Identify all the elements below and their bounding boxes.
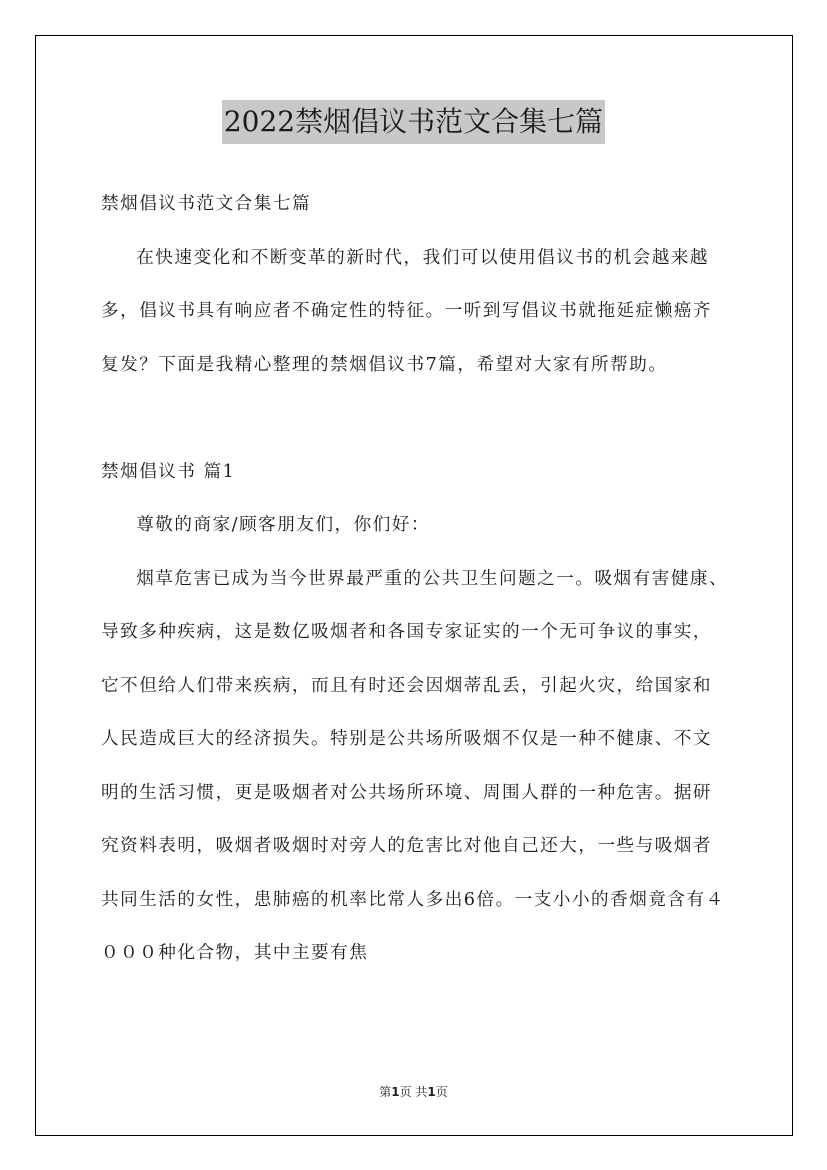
footer-page-total: 1 bbox=[427, 1085, 436, 1099]
document-body bbox=[101, 178, 729, 981]
footer-page-prefix: 第 bbox=[379, 1085, 392, 1099]
salutation-paragraph: 尊敬的商家/顾客朋友们，你们好： bbox=[136, 515, 431, 535]
section-heading: 禁烟倡议书 篇1 bbox=[101, 461, 236, 482]
footer-page-mid: 页 共 bbox=[399, 1085, 428, 1099]
footer-page-current: 1 bbox=[391, 1085, 400, 1099]
title-container bbox=[0, 100, 827, 144]
document-title: 2022禁烟倡议书范文合集七篇 bbox=[222, 100, 605, 144]
document-subtitle: 禁烟倡议书范文合集七篇 bbox=[101, 194, 312, 214]
footer-page-suffix: 页 bbox=[435, 1085, 448, 1099]
intro-paragraph: 在快速变化和不断变革的新时代，我们可以使用倡议书的机会越来越多，倡议书具有响应者不确定性的特征。一听到写倡议书就拖延症懒癌齐复发？下面是我精心整理的禁烟倡议书7篇，希望对大家有所帮助。 bbox=[101, 247, 713, 375]
body-paragraph: 烟草危害已成为当今世界最严重的公共卫生问题之一。吸烟有害健康、导致多种疾病，这是数亿吸烟者和各国专家证实的一个无可争议的事实，它不但给人们带来疾病，而且有时还会因烟蒂乱丢，引起火灾，给国家和人民造成巨大的经济损失。特别是公共场所吸烟不仅是一种不健康、不文明的生活习惯，更是吸烟者对公共场所环境、周围人群的一种危害。据研究资料表明，吸烟者吸烟时对旁人的危害比对他自己还大，一些与吸烟者共同生活的女性，患肺癌的机率比常人多出6倍。一支小小的香烟竟含有４０００种化合物，其中主要有焦 bbox=[101, 568, 729, 963]
paragraph-spacer bbox=[101, 392, 729, 446]
page-footer bbox=[0, 1083, 827, 1100]
